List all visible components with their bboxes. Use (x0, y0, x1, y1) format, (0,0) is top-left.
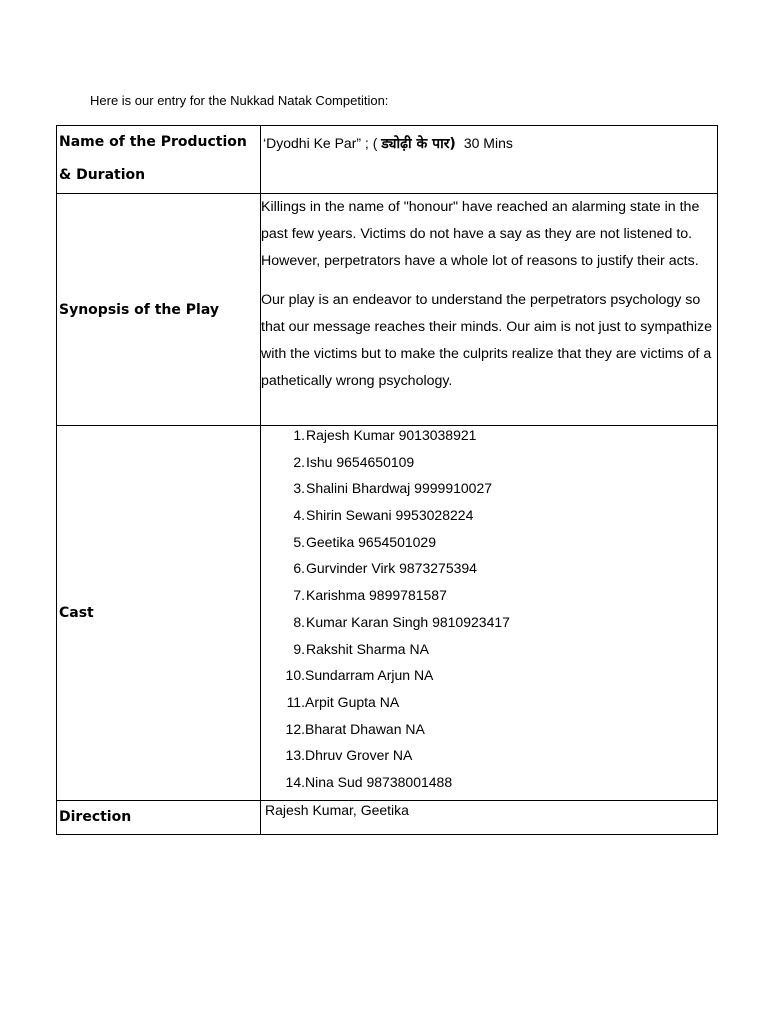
cast-member-number: 7. (293, 587, 305, 604)
direction-label: Direction (59, 809, 132, 826)
cast-member-number: 12. (285, 720, 305, 737)
cast-member-number: 10. (285, 667, 305, 684)
cast-member (261, 666, 717, 693)
cast-member-number: 9. (293, 640, 305, 657)
cast-label: Cast (59, 604, 94, 621)
cast-member (261, 586, 717, 613)
cast-member-text: Gurvinder Virk 9873275394 (306, 560, 477, 577)
cast-member (261, 506, 717, 533)
production-label-line2: & Duration (59, 167, 146, 183)
cast-member (261, 693, 717, 720)
production-label-cell (57, 126, 261, 194)
cast-member-number: 2. (293, 453, 305, 470)
cast-row (57, 426, 718, 801)
direction-row (57, 800, 718, 834)
cast-member (261, 426, 717, 453)
cast-member-text: Rajesh Kumar 9013038921 (306, 427, 477, 443)
cast-member (261, 773, 717, 800)
synopsis-value-cell (261, 194, 718, 426)
direction-value: Rajesh Kumar, Geetika (265, 801, 409, 818)
cast-list (261, 426, 717, 800)
cast-member (261, 559, 717, 586)
direction-value-cell (261, 800, 718, 834)
cast-member-number: 5. (293, 533, 305, 550)
cast-member (261, 720, 717, 747)
production-value-cell (261, 126, 718, 194)
synopsis-paragraph-2: Our play is an endeavor to understand the perpetrators psychology so that our message reaches their minds. Our aim is not just to sympathize with the victims but to make the culprits realize that they are victims of a pathetically wrong psychology. (261, 292, 713, 389)
cast-member-text: Bharat Dhawan NA (305, 720, 425, 737)
cast-member (261, 746, 717, 773)
cast-member-number: 4. (293, 507, 305, 524)
cast-label-cell (57, 426, 261, 801)
production-label (57, 126, 260, 192)
cast-member-number: 13. (285, 747, 305, 764)
cast-member-text: Ishu 9654650109 (306, 453, 415, 470)
cast-member-number: 6. (293, 560, 305, 577)
synopsis-label: Synopsis of the Play (59, 301, 219, 318)
cast-member-text: Shirin Sewani 9953028224 (306, 507, 474, 524)
cast-member (261, 640, 717, 667)
cast-member-text: Karishma 9899781587 (306, 587, 447, 604)
cast-member-text: Kumar Karan Singh 9810923417 (306, 613, 510, 630)
cast-member-number: 14. (285, 773, 305, 790)
cast-member-text: Dhruv Grover NA (305, 747, 413, 764)
cast-member-text: Geetika 9654501029 (306, 533, 436, 550)
cast-member-number: 3. (293, 480, 305, 497)
synopsis-value (261, 194, 717, 395)
cast-member-text: Rakshit Sharma NA (306, 640, 429, 657)
production-row (57, 126, 718, 194)
cast-member-text: Sundarram Arjun NA (305, 667, 434, 684)
cast-value-cell (261, 426, 718, 801)
intro-text: Here is our entry for the Nukkad Natak Competition: (90, 93, 389, 108)
direction-label-cell (57, 800, 261, 834)
cast-member-number: 1. (293, 427, 305, 443)
cast-member (261, 533, 717, 560)
cast-member-text: Nina Sud 98738001488 (305, 773, 453, 790)
cast-member-number: 8. (293, 613, 305, 630)
cast-member-number: 11. (286, 693, 305, 710)
production-label-line1: Name of the Production (59, 134, 247, 150)
cast-member (261, 479, 717, 506)
cast-member-text: Shalini Bhardwaj 9999910027 (306, 480, 493, 497)
cast-member-text: Arpit Gupta NA (305, 693, 400, 710)
production-title-en: ‘Dyodhi Ke Par” ; ( (263, 135, 378, 151)
cast-member (261, 613, 717, 640)
synopsis-paragraph-1: Killings in the name of "honour" have reached an alarming state in the past few years. Victims do not have a say as they are not listened to. However, perpetrators have a whole lot of reasons to justify their acts. (261, 199, 700, 269)
cast-member (261, 453, 717, 480)
production-duration: 30 Mins (463, 135, 513, 151)
synopsis-row (57, 194, 718, 426)
synopsis-label-cell (57, 194, 261, 426)
entry-table (56, 125, 718, 835)
production-title-hi: ड्योढ़ी के पार) (381, 136, 456, 152)
production-value (261, 126, 717, 153)
